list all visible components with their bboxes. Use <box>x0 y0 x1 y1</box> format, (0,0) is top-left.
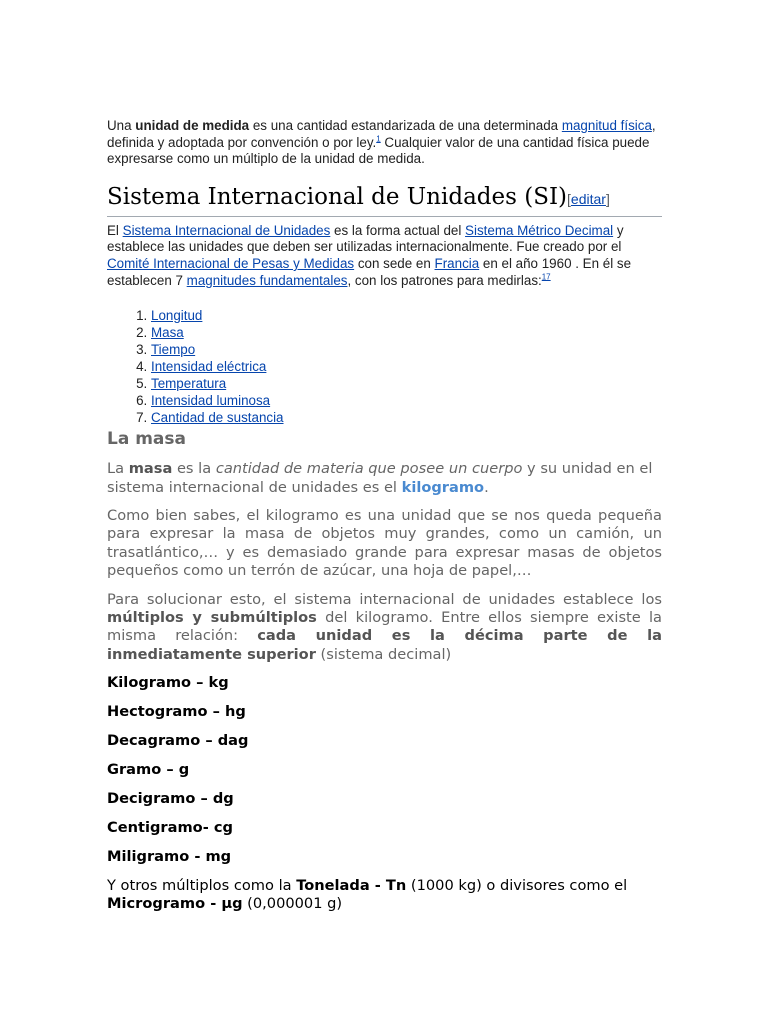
magnitudes-list <box>107 307 662 426</box>
link-tiempo[interactable]: Tiempo <box>151 342 196 358</box>
link-comite-internacional[interactable]: Comité Internacional de Pesas y Medidas <box>107 255 355 271</box>
term-tonelada: Tonelada - Tn <box>296 877 407 895</box>
masa-paragraph-2: Como bien sabes, el kilogramo es una unidad que se nos queda pequeña para expresar la masa de objetos muy grandes, como un camión, un trasatlántico,… y es demasiado grande para expresar masas de objetos pequeños como un terrón de azúcar, una hoja de papel,… <box>107 506 662 580</box>
intro-section <box>107 118 662 168</box>
unit-decagramo: Decagramo – dag <box>107 732 249 750</box>
unit-gramo: Gramo – g <box>107 761 190 779</box>
link-masa[interactable]: Masa <box>151 325 184 341</box>
link-longitud[interactable]: Longitud <box>151 308 203 324</box>
intro-paragraph: Una unidad de medida es una cantidad estandarizada de una determinada magnitud física, definida y adoptada por convención o por ley.$^1$ Cualquier valor de una cantidad física puede expresarse como un múltiplo de la unidad de medida. <box>107 118 656 167</box>
unit-centigramo: Centigramo- cg <box>107 819 233 837</box>
masa-paragraph-1: La masa es la cantidad de materia que posee un cuerpo y su unidad en el sistema internacional de unidades es el kilogramo. <box>107 460 653 496</box>
link-francia[interactable]: Francia <box>434 255 480 271</box>
unit-kilogramo: Kilogramo – kg <box>107 674 229 692</box>
kilogramo-highlight: kilogramo <box>401 478 485 496</box>
document-page <box>107 118 662 912</box>
link-intensidad-electrica[interactable]: Intensidad eléctrica <box>151 359 267 375</box>
term-microgramo: Microgramo - µg <box>107 894 243 912</box>
list-item <box>151 409 662 426</box>
edit-section-link[interactable]: editar <box>570 190 606 207</box>
footnote-1[interactable]: 1 <box>376 134 381 144</box>
link-sistema-metrico-decimal[interactable]: Sistema Métrico Decimal <box>465 222 614 238</box>
list-item <box>151 307 662 324</box>
footnote-17[interactable]: 17 <box>541 272 551 282</box>
edit-section-link-wrapper: [editar] <box>567 190 610 207</box>
list-item <box>151 358 662 375</box>
si-section <box>107 223 662 289</box>
link-magnitud-fisica[interactable]: magnitud física <box>561 118 652 133</box>
masa-heading: La masa <box>107 429 186 450</box>
unit-decigramo: Decigramo – dg <box>107 790 234 808</box>
section-heading-si: Sistema Internacional de Unidades (SI)[editar] <box>107 182 662 217</box>
masa-paragraph-3: Para solucionar esto, el sistema internacional de unidades establece los múltiplos y submúltiplos del kilogramo. Entre ellos siempre existe la misma relación: cada unidad es la décima parte de la inmediatamente superior (sistema decimal) <box>107 590 662 663</box>
units-list <box>107 674 662 866</box>
link-sistema-internacional[interactable]: Sistema Internacional de Unidades <box>122 222 331 238</box>
unit-hectogramo: Hectogramo – hg <box>107 703 246 721</box>
link-magnitudes-fundamentales[interactable]: magnitudes fundamentales <box>186 272 348 288</box>
list-item <box>151 392 662 409</box>
term-unidad-de-medida: unidad de medida <box>135 118 250 133</box>
unit-miligramo: Miligramo - mg <box>107 848 232 866</box>
final-paragraph: Y otros múltiplos como la Tonelada - Tn (1000 kg) o divisores como el Microgramo - µg (0,000001 g) <box>107 877 628 912</box>
link-temperatura[interactable]: Temperatura <box>151 376 227 392</box>
list-item <box>151 324 662 341</box>
link-cantidad-de-sustancia[interactable]: Cantidad de sustancia <box>151 410 284 426</box>
link-intensidad-luminosa[interactable]: Intensidad luminosa <box>151 393 271 409</box>
si-paragraph: El Sistema Internacional de Unidades es la forma actual del Sistema Métrico Decimal y establece las unidades que deben ser utilizadas internacionalmente. Fue creado por el Comité Internacional de Pesas y Medidas con sede en Francia en el año 1960 . En él se establecen 7 magnitudes fundamentales, con los patrones para medirlas:$^{17}$ <box>107 222 632 288</box>
list-item <box>151 375 662 392</box>
masa-section <box>107 428 662 664</box>
list-item <box>151 341 662 358</box>
